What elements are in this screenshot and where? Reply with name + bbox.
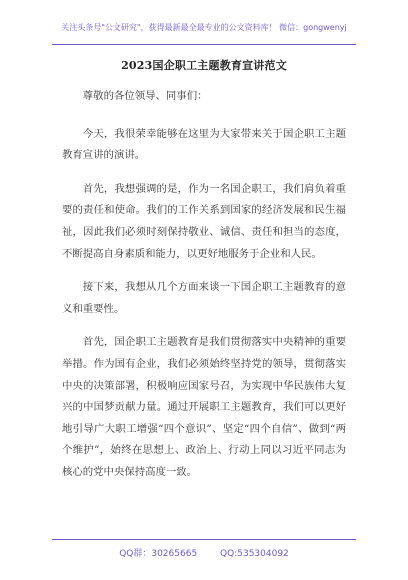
header-note: 关注头条号"公文研究"，获得最新最全最专业的公文资料库！ 微信：gongwenyj [61,23,347,32]
body-paragraph: 接下来，我想从几个方面来谈一下国企职工主题教育的意义和重要性。 [62,281,346,315]
header-rule [52,44,356,45]
greeting-paragraph: 尊敬的各位领导、同事们： [82,90,208,102]
document-title: 2023国企职工主题教育宣讲范文 [121,59,287,72]
body-paragraph: 今天，我很荣幸能够在这里为大家带来关于国企职工主题教育宣讲的演讲。 [62,127,346,162]
body-paragraph: 首先，我想强调的是，作为一名国企职工，我们肩负着重要的责任和使命。我们的工作关系到国家的经济发展和民生福祉，因此我们必须时刻保持敬业、诚信、责任和担当的态度，不断提高自身素质和能力，以更好地服务于企业和人民。 [62,182,346,260]
footer-contact [0,546,408,559]
footer-rule [52,539,356,540]
footer-qq: QQ:535304092 [220,549,289,559]
document-body [62,86,346,496]
footer-qq-group: QQ群：30265665 [119,549,198,559]
body-paragraph: 首先，国企职工主题教育是我们贯彻落实中央精神的重要举措。作为国有企业，我们必须始终坚持党的领导，贯彻落实中央的决策部署，积极响应国家号召，为实现中华民族伟大复兴的中国梦贡献力量。通过开展职工主题教育，我们可以更好地引导广大职工增强“四个意识”、坚定“四个自信”、做到“两个维护”，始终在思想上、政治上、行动上同以习近平同志为核心的党中央保持高度一致。 [62,336,346,478]
